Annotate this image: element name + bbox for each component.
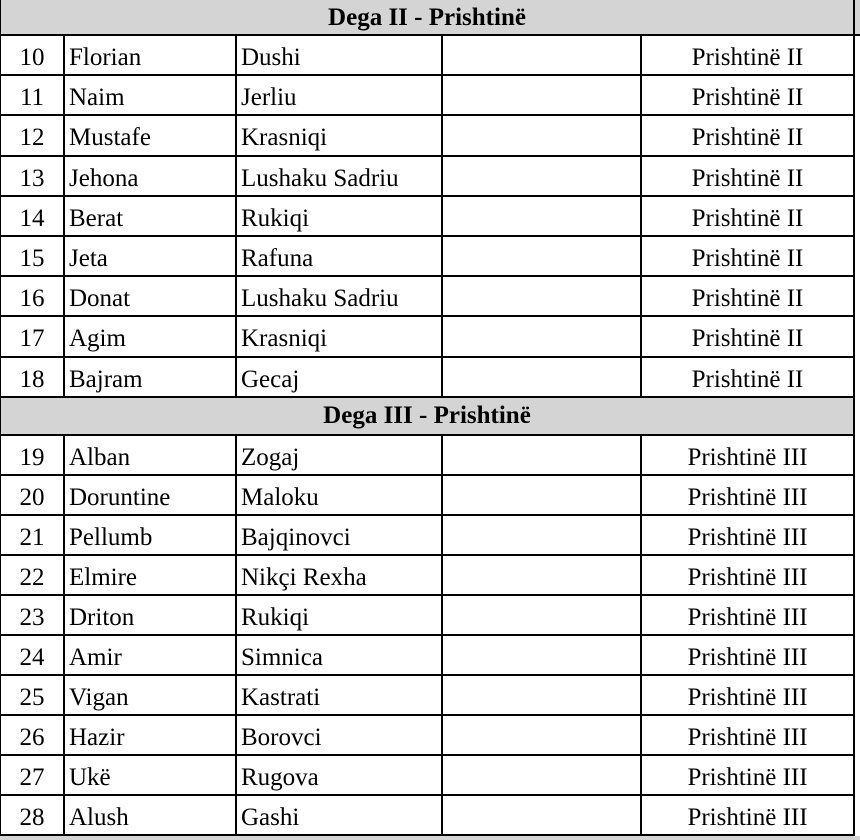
cell-empty [443,716,642,756]
cell-last-name: Nikçi Rexha [237,556,443,596]
cell-first-name: Alush [65,796,237,836]
cell-branch: Prishtinë III [642,756,853,796]
cell-number: 11 [1,76,65,116]
cell-number: 10 [1,36,65,76]
cell-branch: Prishtinë II [642,237,853,277]
cell-branch: Prishtinë III [642,476,853,516]
cell-number: 16 [1,277,65,317]
cell-first-name: Berat [65,197,237,237]
cell-number: 20 [1,476,65,516]
cell-first-name: Hazir [65,716,237,756]
cell-first-name: Mustafe [65,116,237,156]
cell-empty [443,756,642,796]
cell-last-name: Jerliu [237,76,443,116]
cell-first-name: Florian [65,36,237,76]
cell-empty [443,476,642,516]
cell-empty [443,676,642,716]
cell-empty [443,436,642,476]
cell-number: 23 [1,596,65,636]
cell-last-name: Krasniqi [237,317,443,357]
cell-first-name: Alban [65,436,237,476]
cell-empty [443,116,642,156]
cell-empty [443,796,642,836]
cell-last-name: Rukiqi [237,197,443,237]
cell-empty [443,636,642,676]
cell-branch: Prishtinë II [642,157,853,197]
cell-first-name: Driton [65,596,237,636]
cell-branch: Prishtinë II [642,116,853,156]
cell-number: 15 [1,237,65,277]
cell-number: 21 [1,516,65,556]
cell-number: 18 [1,358,65,398]
cell-empty [443,197,642,237]
cell-last-name: Rugova [237,756,443,796]
cell-number: 22 [1,556,65,596]
cell-number: 12 [1,116,65,156]
cell-first-name: Doruntine [65,476,237,516]
header-band-extension [855,0,860,36]
cell-first-name: Vigan [65,676,237,716]
cell-branch: Prishtinë II [642,76,853,116]
cell-branch: Prishtinë II [642,277,853,317]
cell-empty [443,36,642,76]
cell-first-name: Donat [65,277,237,317]
cell-empty [443,157,642,197]
cell-first-name: Pellumb [65,516,237,556]
cell-first-name: Ukë [65,756,237,796]
cell-branch: Prishtinë II [642,358,853,398]
cell-last-name: Rukiqi [237,596,443,636]
cell-empty [443,556,642,596]
cell-last-name: Kastrati [237,676,443,716]
cell-first-name: Agim [65,317,237,357]
cell-empty [443,237,642,277]
cell-number: 27 [1,756,65,796]
cell-empty [443,277,642,317]
cell-branch: Prishtinë III [642,436,853,476]
cell-branch: Prishtinë III [642,676,853,716]
cell-first-name: Amir [65,636,237,676]
cell-last-name: Bajqinovci [237,516,443,556]
cell-branch: Prishtinë II [642,197,853,237]
cell-last-name: Borovci [237,716,443,756]
cell-number: 17 [1,317,65,357]
cell-number: 28 [1,796,65,836]
cell-first-name: Naim [65,76,237,116]
cell-last-name: Gecaj [237,358,443,398]
section-header: Dega III - Prishtinë [1,398,853,436]
cell-last-name: Zogaj [237,436,443,476]
cell-number: 25 [1,676,65,716]
cell-empty [443,76,642,116]
next-section-partial-band [0,836,860,840]
cell-branch: Prishtinë III [642,596,853,636]
cell-branch: Prishtinë III [642,716,853,756]
cell-branch: Prishtinë III [642,796,853,836]
cell-first-name: Jehona [65,157,237,197]
cell-last-name: Simnica [237,636,443,676]
cell-first-name: Bajram [65,358,237,398]
cell-empty [443,516,642,556]
cell-last-name: Dushi [237,36,443,76]
cell-last-name: Lushaku Sadriu [237,157,443,197]
cell-last-name: Lushaku Sadriu [237,277,443,317]
cell-number: 13 [1,157,65,197]
cell-last-name: Maloku [237,476,443,516]
section-header: Dega II - Prishtinë [1,0,853,36]
cell-number: 14 [1,197,65,237]
cell-empty [443,317,642,357]
cell-branch: Prishtinë III [642,636,853,676]
cell-first-name: Elmire [65,556,237,596]
cell-branch: Prishtinë II [642,36,853,76]
cell-number: 24 [1,636,65,676]
cell-last-name: Gashi [237,796,443,836]
cell-last-name: Krasniqi [237,116,443,156]
cell-first-name: Jeta [65,237,237,277]
cell-branch: Prishtinë II [642,317,853,357]
cell-number: 19 [1,436,65,476]
cell-branch: Prishtinë III [642,556,853,596]
cell-number: 26 [1,716,65,756]
cell-last-name: Rafuna [237,237,443,277]
cell-empty [443,596,642,636]
cell-branch: Prishtinë III [642,516,853,556]
cell-empty [443,358,642,398]
